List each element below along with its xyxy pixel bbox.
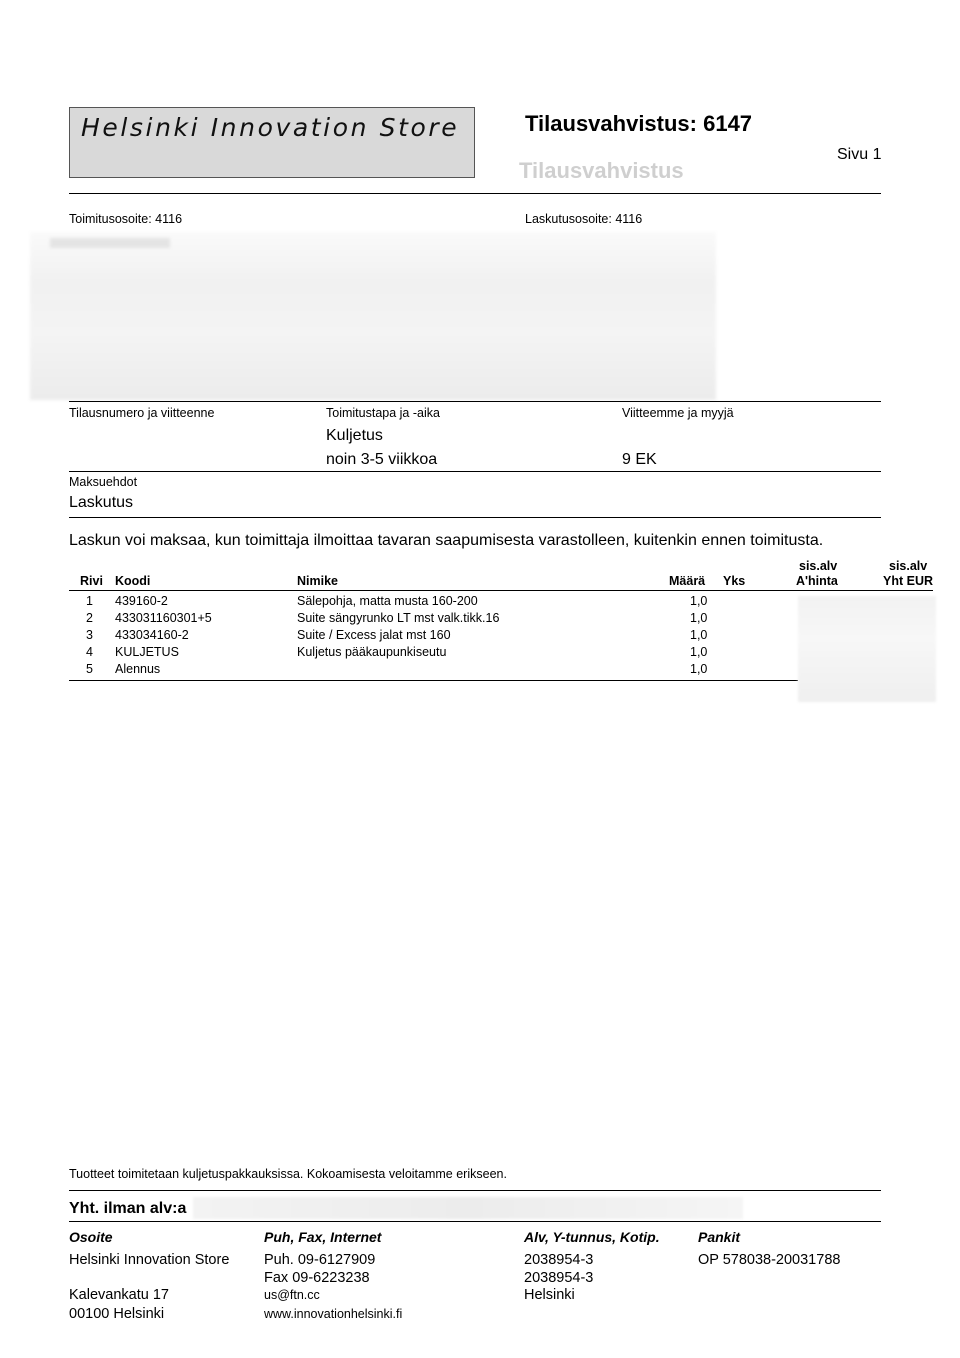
divider [69, 1221, 881, 1222]
ghost-title-artifact: Tilausvahvistus [519, 158, 684, 183]
row-code: KULJETUS [115, 645, 179, 659]
total-excl-vat-label: Yht. ilman alv:a [69, 1200, 187, 1217]
footer-email-link[interactable]: us@ftn.cc [264, 1288, 320, 1302]
footer-vat-id: 2038954-3 [524, 1252, 594, 1268]
col-name: Nimike [297, 574, 338, 588]
row-name: Sälepohja, matta musta 160-200 [297, 594, 478, 608]
divider [69, 517, 881, 518]
divider [69, 471, 881, 472]
row-code: 433031160301+5 [115, 611, 212, 625]
col-total: Yht EUR [883, 574, 933, 588]
row-code: Alennus [115, 662, 161, 676]
col-code: Koodi [115, 574, 151, 588]
row-number: 2 [86, 611, 93, 625]
packaging-note: Tuotteet toimitetaan kuljetuspakkauksissa. Kokoamisesta veloitamme erikseen. [69, 1167, 507, 1181]
footer-street: Kalevankatu 17 [69, 1287, 169, 1303]
footer-business-id: 2038954-3 [524, 1270, 594, 1286]
footer-col-address: Osoite [69, 1229, 113, 1245]
row-qty: 1,0 [690, 594, 708, 608]
delivery-time: noin 3-5 viikkoa [326, 451, 438, 468]
redacted-prices [798, 596, 936, 702]
row-code: 439160-2 [115, 594, 168, 608]
row-name: Suite / Excess jalat mst 160 [297, 628, 451, 642]
row-name: Suite sängyrunko LT mst valk.tikk.16 [297, 611, 500, 625]
delivery-method: Kuljetus [326, 427, 383, 444]
row-code: 433034160-2 [115, 628, 189, 642]
footer-col-vat: Alv, Y-tunnus, Kotip. [524, 1229, 660, 1245]
row-number: 3 [86, 628, 93, 642]
payment-note: Laskun voi maksaa, kun toimittaja ilmoittaa tavaran saapumisesta varastolleen, kuitenkin ennen toimitusta. [69, 532, 824, 549]
footer-company: Helsinki Innovation Store [69, 1252, 230, 1268]
document-title: Tilausvahvistus: 6147 [525, 111, 753, 136]
col-row: Rivi [80, 574, 103, 588]
row-qty: 1,0 [690, 645, 708, 659]
redacted-address-block [30, 232, 716, 400]
our-ref-label: Viitteemme ja myyjä [622, 406, 734, 420]
row-number: 5 [86, 662, 93, 676]
footer-postal: 00100 Helsinki [69, 1306, 165, 1322]
billing-address-label: Laskutusosoite: 4116 [525, 212, 643, 226]
col-total-top: sis.alv [889, 559, 928, 573]
divider [69, 401, 881, 402]
row-qty: 1,0 [690, 611, 708, 625]
col-qty: Määrä [669, 574, 706, 588]
divider [69, 1190, 881, 1191]
footer-bank-account: OP 578038-20031788 [698, 1252, 841, 1268]
row-number: 1 [86, 594, 93, 608]
table-header-divider [69, 590, 933, 591]
order-ref-label: Tilausnumero ja viitteenne [69, 406, 215, 420]
footer-phone: Puh. 09-6127909 [264, 1252, 376, 1268]
row-name: Kuljetus pääkaupunkiseutu [297, 645, 447, 659]
divider [69, 193, 881, 194]
row-qty: 1,0 [690, 662, 708, 676]
payment-terms-label: Maksuehdot [69, 475, 138, 489]
col-unit-price: A'hinta [796, 574, 838, 588]
footer-col-phone: Puh, Fax, Internet [264, 1229, 382, 1245]
footer-fax: Fax 09-6223238 [264, 1270, 370, 1286]
row-qty: 1,0 [690, 628, 708, 642]
our-ref: 9 EK [622, 451, 657, 468]
footer-domicile: Helsinki [524, 1287, 575, 1303]
redacted-total [193, 1197, 743, 1219]
footer-website-link[interactable]: www.innovationhelsinki.fi [264, 1307, 403, 1321]
table-bottom-divider [69, 680, 798, 681]
col-unit-price-top: sis.alv [799, 559, 838, 573]
page-number: Sivu 1 [837, 146, 882, 163]
footer-col-banks: Pankit [698, 1229, 741, 1245]
store-logo-text: Helsinki Innovation Store [81, 113, 460, 142]
delivery-method-label: Toimitustapa ja -aika [326, 406, 440, 420]
col-unit: Yks [723, 574, 746, 588]
payment-terms: Laskutus [69, 494, 134, 511]
row-number: 4 [86, 645, 93, 659]
delivery-address-label: Toimitusosoite: 4116 [69, 212, 183, 226]
